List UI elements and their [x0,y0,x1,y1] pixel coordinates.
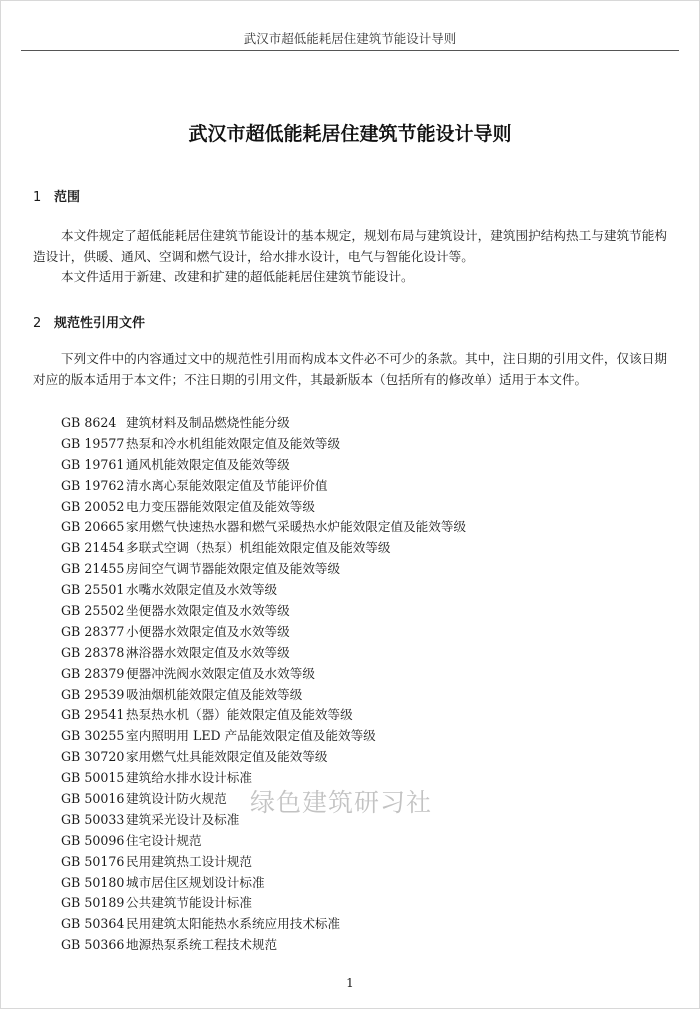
reference-name: 电力变压器能效限定值及能效等级 [126,498,315,514]
reference-item [61,664,466,685]
reference-item [61,852,466,873]
reference-item [61,497,466,518]
reference-item [61,726,466,747]
reference-item [61,873,466,894]
header-divider [21,50,679,51]
reference-code: GB 50189 [61,895,125,911]
reference-item [61,455,466,476]
document-title: 武汉市超低能耗居住建筑节能设计导则 [188,123,512,145]
reference-item [61,705,466,726]
section-2-heading [33,312,145,331]
reference-code: GB 28379 [61,665,125,681]
reference-name: 家用燃气灶具能效限定值及能效等级 [126,749,328,765]
reference-item [61,413,466,434]
reference-code: GB 19577 [61,435,125,451]
reference-item [61,559,466,580]
reference-item [61,434,466,455]
section-title: 规范性引用文件 [54,316,146,331]
reference-code: GB 30255 [61,728,125,744]
reference-item [61,622,466,643]
reference-item [61,747,466,768]
reference-name: 建筑采光设计及标准 [126,811,240,827]
reference-name: 住宅设计规范 [126,832,202,848]
reference-name: 多联式空调（热泵）机组能效限定值及能效等级 [126,540,391,556]
reference-name: 吸油烟机能效限定值及能效等级 [126,686,303,702]
reference-item [61,935,466,956]
running-header: 武汉市超低能耗居住建筑节能设计导则 [243,31,457,46]
reference-code: GB 50180 [61,874,125,890]
reference-name: 家用燃气快速热水器和燃气采暖热水炉能效限定值及能效等级 [126,519,467,535]
reference-name: 民用建筑太阳能热水系统应用技术标准 [126,916,341,932]
reference-code: GB 29541 [61,707,125,723]
reference-code: GB 19761 [61,456,125,472]
section-1-paragraph-1: 本文件规定了超低能耗居住建筑节能设计的基本规定，规划布局与建筑设计，建筑围护结构热工与建筑节能构造设计，供暖、通风、空调和燃气设计，给水排水设计，电气与智能化设计等。 [33,228,667,264]
reference-code: GB 50366 [61,937,125,953]
reference-name: 建筑材料及制品燃烧性能分级 [126,415,290,430]
normative-reference-list [61,413,466,956]
reference-code: GB 29539 [61,686,125,702]
reference-name: 坐便器水效限定值及水效等级 [126,603,290,619]
reference-code: GB 8624 [61,415,117,430]
reference-item [61,914,466,935]
reference-code: GB 28378 [61,644,125,660]
section-number: 1 [33,190,42,205]
reference-code: GB 25501 [61,582,125,598]
reference-code: GB 21455 [61,561,125,577]
reference-item [61,476,466,497]
reference-name: 通风机能效限定值及能效等级 [126,456,290,472]
reference-name: 小便器水效限定值及水效等级 [126,623,290,639]
reference-item [61,893,466,914]
reference-item [61,580,466,601]
reference-item [61,685,466,706]
reference-code: GB 21454 [61,540,125,556]
reference-name: 热泵和冷水机组能效限定值及能效等级 [126,435,341,451]
reference-name: 淋浴器水效限定值及水效等级 [126,644,290,660]
reference-item [61,517,466,538]
reference-name: 公共建筑节能设计标准 [126,895,252,911]
reference-code: GB 19762 [61,477,125,493]
reference-code: GB 25502 [61,603,125,619]
reference-name: 水嘴水效限定值及水效等级 [126,582,278,598]
reference-name: 热泵热水机（器）能效限定值及能效等级 [126,707,353,723]
section-1-heading [33,186,80,205]
reference-name: 建筑设计防火规范 [126,791,227,807]
reference-item [61,538,466,559]
reference-code: GB 50033 [61,811,125,827]
reference-code: GB 50015 [61,770,125,786]
reference-code: GB 20052 [61,498,125,514]
reference-code: GB 20665 [61,519,125,535]
reference-item [61,601,466,622]
section-number: 2 [33,316,42,331]
section-title: 范围 [54,190,81,205]
reference-code: GB 50016 [61,791,125,807]
reference-name: 建筑给水排水设计标准 [126,770,252,786]
reference-name: 城市居住区规划设计标准 [126,874,265,890]
reference-name: 地源热泵系统工程技术规范 [126,937,278,953]
reference-code: GB 50096 [61,832,125,848]
reference-code: GB 50176 [61,853,125,869]
page-number: 1 [346,976,354,990]
reference-name: 便器冲洗阀水效限定值及水效等级 [126,665,315,681]
watermark: 绿色建筑研习社 [250,788,433,817]
reference-item [61,643,466,664]
reference-code: GB 30720 [61,749,125,765]
section-1-paragraph-2: 本文件适用于新建、改建和扩建的超低能耗居住建筑节能设计。 [61,269,414,284]
reference-code: GB 50364 [61,916,125,932]
reference-name: 室内照明用 LED 产品能效限定值及能效等级 [126,728,376,744]
reference-name: 清水离心泵能效限定值及节能评价值 [126,477,328,493]
reference-name: 民用建筑热工设计规范 [126,853,252,869]
reference-name: 房间空气调节器能效限定值及能效等级 [126,561,341,577]
reference-item [61,831,466,852]
reference-code: GB 28377 [61,623,125,639]
section-2-paragraph-1: 下列文件中的内容通过文中的规范性引用而构成本文件必不可少的条款。其中，注日期的引用文件，仅该日期对应的版本适用于本文件；不注日期的引用文件，其最新版本（包括所有的修改单）适用于本文件。 [33,351,667,387]
